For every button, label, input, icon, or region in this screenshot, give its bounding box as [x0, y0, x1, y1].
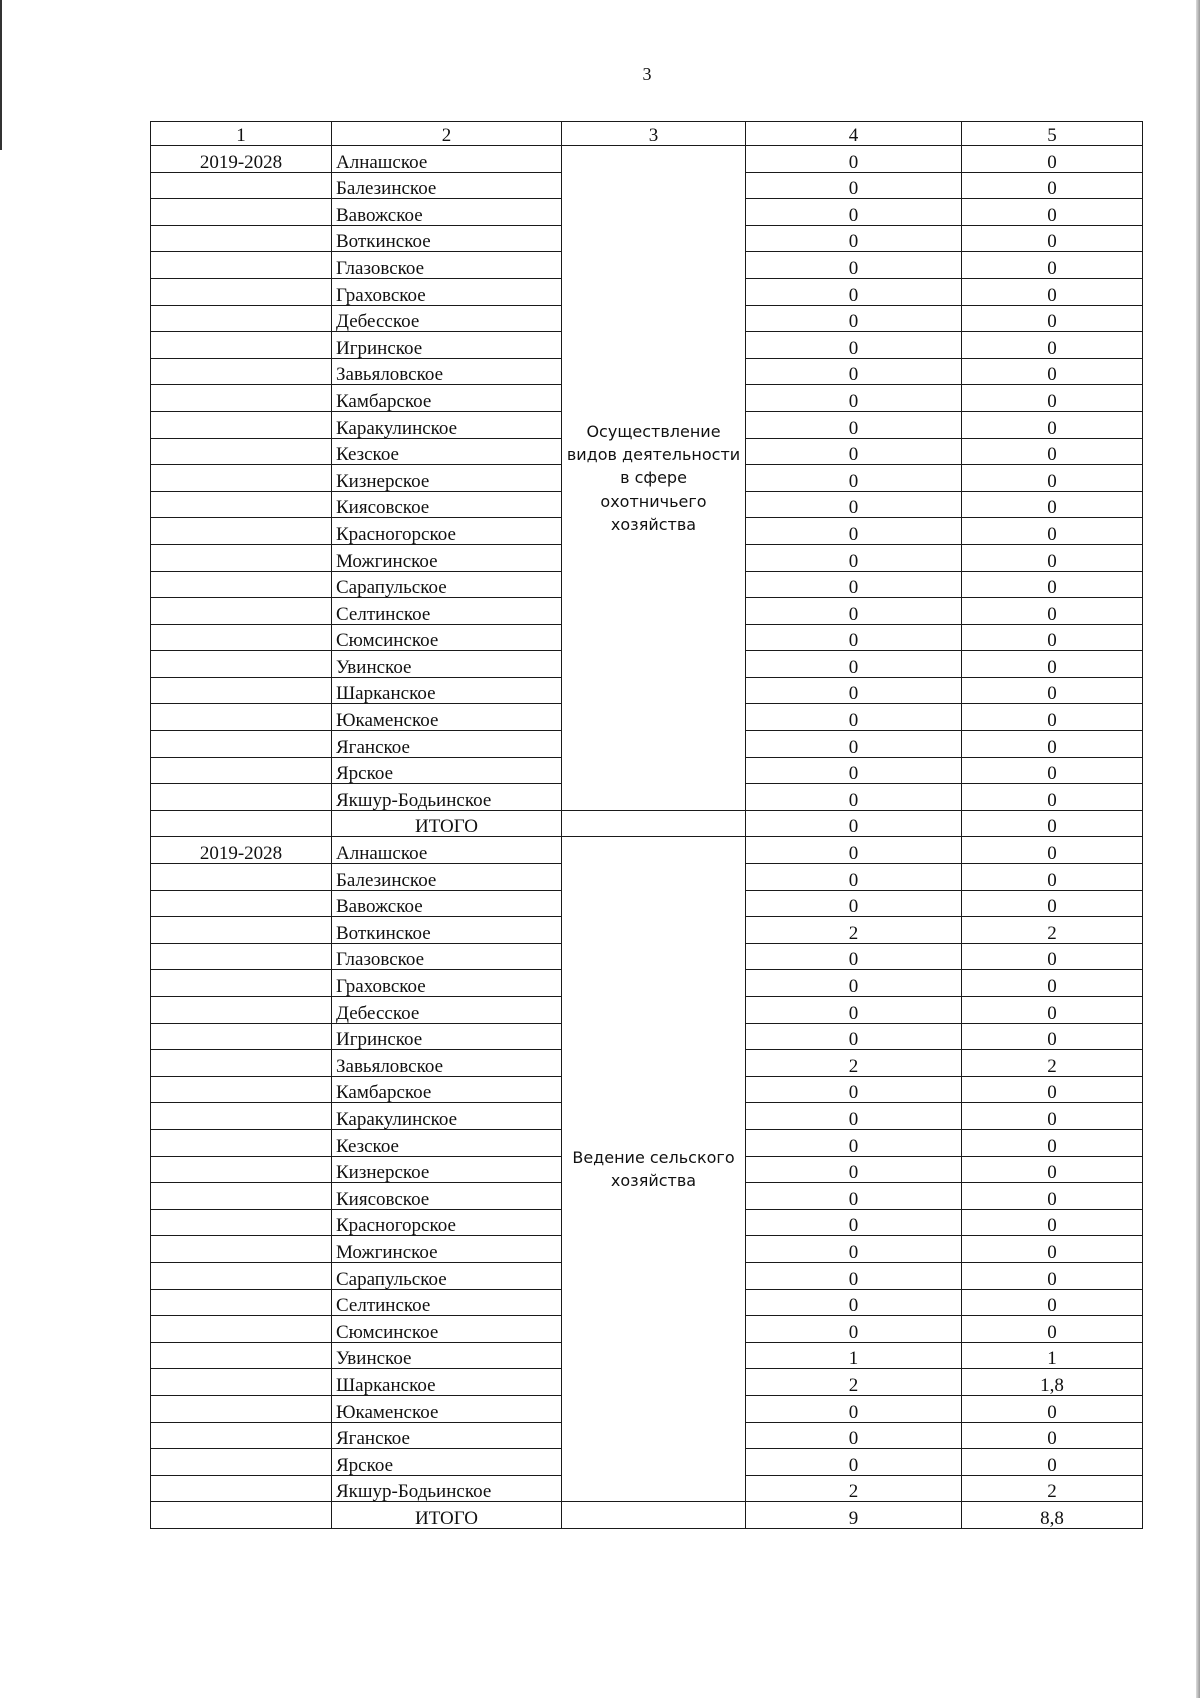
value-cell-col4: 0 [746, 358, 962, 385]
value-cell-col5: 0 [962, 970, 1143, 997]
empty-period-cell [151, 1236, 332, 1263]
district-cell: Селтинское [332, 598, 562, 625]
district-cell: Завьяловское [332, 358, 562, 385]
period-cell: 2019-2028 [151, 146, 332, 173]
value-cell-col5: 2 [962, 1475, 1143, 1502]
value-cell-col5: 0 [962, 305, 1143, 332]
value-cell-col5: 0 [962, 1395, 1143, 1422]
value-cell-col4: 0 [746, 518, 962, 545]
value-cell-col4: 0 [746, 411, 962, 438]
empty-period-cell [151, 438, 332, 465]
district-cell: Воткинское [332, 225, 562, 252]
district-cell: Вавожское [332, 890, 562, 917]
value-cell-col4: 0 [746, 1183, 962, 1210]
empty-period-cell [151, 544, 332, 571]
empty-period-cell [151, 784, 332, 811]
value-cell-col4: 0 [746, 757, 962, 784]
value-cell-col4: 0 [746, 278, 962, 305]
empty-period-cell [151, 1129, 332, 1156]
total-row [151, 1502, 1143, 1529]
value-cell-col4: 0 [746, 1395, 962, 1422]
district-cell: Селтинское [332, 1289, 562, 1316]
table-body [151, 122, 1143, 1529]
empty-period-cell [151, 1262, 332, 1289]
value-cell-col5: 0 [962, 864, 1143, 891]
value-cell-col4: 0 [746, 1316, 962, 1343]
value-cell-col5: 2 [962, 917, 1143, 944]
empty-period-cell [151, 651, 332, 678]
value-cell-col5: 0 [962, 225, 1143, 252]
value-cell-col5: 0 [962, 1156, 1143, 1183]
value-cell-col4: 1 [746, 1342, 962, 1369]
value-cell-col5: 0 [962, 278, 1143, 305]
value-cell-col4: 0 [746, 172, 962, 199]
total-label-cell: ИТОГО [332, 1502, 562, 1529]
value-cell-col4: 0 [746, 598, 962, 625]
empty-activity-cell [562, 1502, 746, 1529]
value-cell-col4: 0 [746, 305, 962, 332]
value-cell-col4: 0 [746, 731, 962, 758]
empty-period-cell [151, 1449, 332, 1476]
district-cell: Глазовское [332, 252, 562, 279]
district-cell: Сарапульское [332, 1262, 562, 1289]
value-cell-col5: 0 [962, 1316, 1143, 1343]
district-cell: Алнашское [332, 837, 562, 864]
district-cell: Красногорское [332, 1209, 562, 1236]
value-cell-col4: 0 [746, 465, 962, 492]
value-cell-col5: 0 [962, 1023, 1143, 1050]
value-cell-col5: 0 [962, 757, 1143, 784]
empty-period-cell [151, 1156, 332, 1183]
district-cell: Каракулинское [332, 411, 562, 438]
empty-period-cell [151, 465, 332, 492]
empty-period-cell [151, 757, 332, 784]
header-row [151, 122, 1143, 146]
district-cell: Шарканское [332, 677, 562, 704]
empty-period-cell [151, 305, 332, 332]
value-cell-col4: 0 [746, 199, 962, 226]
district-cell: Яганское [332, 731, 562, 758]
page-number: 3 [642, 64, 652, 84]
header-cell-2: 2 [332, 122, 562, 146]
value-cell-col5: 0 [962, 1209, 1143, 1236]
total-row [151, 810, 1143, 837]
empty-period-cell [151, 1183, 332, 1210]
empty-period-cell [151, 1023, 332, 1050]
district-cell: Сарапульское [332, 571, 562, 598]
district-cell: Граховское [332, 278, 562, 305]
value-cell-col4: 0 [746, 997, 962, 1024]
value-cell-col4: 2 [746, 1369, 962, 1396]
empty-period-cell [151, 571, 332, 598]
empty-period-cell [151, 518, 332, 545]
district-cell: Якшур-Бодьинское [332, 784, 562, 811]
empty-period-cell [151, 970, 332, 997]
empty-period-cell [151, 864, 332, 891]
value-cell-col4: 0 [746, 1129, 962, 1156]
empty-period-cell [151, 1076, 332, 1103]
value-cell-col5: 0 [962, 1236, 1143, 1263]
district-cell: Вавожское [332, 199, 562, 226]
empty-period-cell [151, 332, 332, 359]
value-cell-col4: 2 [746, 1475, 962, 1502]
header-cell-4: 4 [746, 122, 962, 146]
value-cell-col5: 0 [962, 943, 1143, 970]
value-cell-col5: 0 [962, 172, 1143, 199]
empty-period-cell [151, 358, 332, 385]
value-cell-col5: 2 [962, 1050, 1143, 1077]
value-cell-col5: 0 [962, 1183, 1143, 1210]
district-cell: Алнашское [332, 146, 562, 173]
empty-period-cell [151, 1395, 332, 1422]
district-cell: Камбарское [332, 1076, 562, 1103]
district-cell: Киясовское [332, 491, 562, 518]
district-cell: Воткинское [332, 917, 562, 944]
total-value-col4: 9 [746, 1502, 962, 1529]
district-cell: Можгинское [332, 544, 562, 571]
value-cell-col4: 0 [746, 651, 962, 678]
value-cell-col5: 0 [962, 1076, 1143, 1103]
district-cell: Ярское [332, 1449, 562, 1476]
empty-period-cell [151, 624, 332, 651]
value-cell-col4: 0 [746, 1209, 962, 1236]
value-cell-col4: 0 [746, 943, 962, 970]
total-value-col4: 0 [746, 810, 962, 837]
district-cell: Завьяловское [332, 1050, 562, 1077]
empty-period-cell [151, 278, 332, 305]
value-cell-col4: 0 [746, 1076, 962, 1103]
value-cell-col4: 0 [746, 146, 962, 173]
value-cell-col5: 0 [962, 358, 1143, 385]
district-cell: Красногорское [332, 518, 562, 545]
total-label-cell: ИТОГО [332, 810, 562, 837]
data-table [150, 121, 1143, 1529]
empty-period-cell [151, 598, 332, 625]
value-cell-col4: 0 [746, 225, 962, 252]
empty-period-cell [151, 1103, 332, 1130]
value-cell-col5: 0 [962, 1422, 1143, 1449]
district-cell: Увинское [332, 651, 562, 678]
value-cell-col5: 0 [962, 598, 1143, 625]
empty-period-cell [151, 1475, 332, 1502]
value-cell-col4: 0 [746, 1422, 962, 1449]
value-cell-col4: 0 [746, 677, 962, 704]
total-value-col5: 0 [962, 810, 1143, 837]
district-cell: Кизнерское [332, 1156, 562, 1183]
district-cell: Кезское [332, 1129, 562, 1156]
value-cell-col5: 0 [962, 1262, 1143, 1289]
activity-cell: Ведение сельского хозяйства [562, 837, 746, 1502]
value-cell-col5: 0 [962, 731, 1143, 758]
value-cell-col5: 0 [962, 1103, 1143, 1130]
empty-period-cell [151, 385, 332, 412]
value-cell-col4: 0 [746, 1262, 962, 1289]
value-cell-col5: 0 [962, 1449, 1143, 1476]
empty-period-cell [151, 1316, 332, 1343]
district-cell: Дебесское [332, 305, 562, 332]
value-cell-col5: 0 [962, 651, 1143, 678]
value-cell-col4: 0 [746, 332, 962, 359]
district-cell: Сюмсинское [332, 1316, 562, 1343]
empty-period-cell [151, 1050, 332, 1077]
value-cell-col4: 0 [746, 571, 962, 598]
district-cell: Шарканское [332, 1369, 562, 1396]
value-cell-col5: 0 [962, 677, 1143, 704]
value-cell-col4: 0 [746, 864, 962, 891]
value-cell-col4: 0 [746, 784, 962, 811]
value-cell-col4: 0 [746, 1156, 962, 1183]
district-cell: Камбарское [332, 385, 562, 412]
district-cell: Киясовское [332, 1183, 562, 1210]
empty-period-cell [151, 199, 332, 226]
value-cell-col5: 0 [962, 438, 1143, 465]
value-cell-col4: 0 [746, 1449, 962, 1476]
district-cell: Якшур-Бодьинское [332, 1475, 562, 1502]
empty-period-cell [151, 491, 332, 518]
district-cell: Увинское [332, 1342, 562, 1369]
district-cell: Граховское [332, 970, 562, 997]
district-cell: Яганское [332, 1422, 562, 1449]
district-cell: Кезское [332, 438, 562, 465]
value-cell-col4: 0 [746, 1023, 962, 1050]
empty-period-cell [151, 943, 332, 970]
empty-period-cell [151, 1209, 332, 1236]
value-cell-col5: 0 [962, 411, 1143, 438]
value-cell-col5: 0 [962, 997, 1143, 1024]
value-cell-col5: 0 [962, 837, 1143, 864]
district-cell: Юкаменское [332, 1395, 562, 1422]
value-cell-col4: 0 [746, 624, 962, 651]
district-cell: Каракулинское [332, 1103, 562, 1130]
value-cell-col5: 1 [962, 1342, 1143, 1369]
value-cell-col4: 0 [746, 1236, 962, 1263]
empty-period-cell [151, 704, 332, 731]
empty-period-cell [151, 1289, 332, 1316]
value-cell-col5: 0 [962, 491, 1143, 518]
value-cell-col5: 0 [962, 465, 1143, 492]
header-cell-5: 5 [962, 122, 1143, 146]
value-cell-col4: 0 [746, 544, 962, 571]
district-cell: Балезинское [332, 172, 562, 199]
value-cell-col5: 0 [962, 199, 1143, 226]
value-cell-col5: 0 [962, 571, 1143, 598]
value-cell-col5: 0 [962, 784, 1143, 811]
value-cell-col5: 0 [962, 385, 1143, 412]
empty-period-cell [151, 731, 332, 758]
value-cell-col4: 0 [746, 385, 962, 412]
header-cell-3: 3 [562, 122, 746, 146]
value-cell-col5: 0 [962, 1289, 1143, 1316]
value-cell-col4: 0 [746, 491, 962, 518]
value-cell-col4: 0 [746, 704, 962, 731]
district-cell: Игринское [332, 332, 562, 359]
empty-period-cell [151, 411, 332, 438]
empty-period-cell [151, 810, 332, 837]
value-cell-col5: 0 [962, 704, 1143, 731]
value-cell-col5: 0 [962, 332, 1143, 359]
value-cell-col4: 0 [746, 837, 962, 864]
scan-edge-right [1196, 0, 1200, 1698]
value-cell-col4: 0 [746, 1289, 962, 1316]
total-value-col5: 8,8 [962, 1502, 1143, 1529]
value-cell-col5: 0 [962, 544, 1143, 571]
value-cell-col4: 0 [746, 252, 962, 279]
value-cell-col5: 0 [962, 518, 1143, 545]
district-cell: Юкаменское [332, 704, 562, 731]
value-cell-col4: 0 [746, 890, 962, 917]
empty-period-cell [151, 1342, 332, 1369]
empty-period-cell [151, 1369, 332, 1396]
district-cell: Сюмсинское [332, 624, 562, 651]
header-cell-1: 1 [151, 122, 332, 146]
district-cell: Игринское [332, 1023, 562, 1050]
district-cell: Кизнерское [332, 465, 562, 492]
value-cell-col5: 0 [962, 146, 1143, 173]
value-cell-col5: 0 [962, 624, 1143, 651]
empty-period-cell [151, 890, 332, 917]
district-cell: Можгинское [332, 1236, 562, 1263]
empty-period-cell [151, 997, 332, 1024]
value-cell-col4: 0 [746, 970, 962, 997]
empty-period-cell [151, 225, 332, 252]
empty-period-cell [151, 252, 332, 279]
district-cell: Глазовское [332, 943, 562, 970]
value-cell-col4: 0 [746, 1103, 962, 1130]
value-cell-col5: 0 [962, 890, 1143, 917]
table-row [151, 146, 1143, 173]
empty-period-cell [151, 172, 332, 199]
period-cell: 2019-2028 [151, 837, 332, 864]
activity-cell: Осуществление видов деятельности в сфере охотничьего хозяйства [562, 146, 746, 811]
value-cell-col4: 2 [746, 1050, 962, 1077]
value-cell-col5: 1,8 [962, 1369, 1143, 1396]
value-cell-col5: 0 [962, 252, 1143, 279]
table-row [151, 837, 1143, 864]
value-cell-col4: 0 [746, 438, 962, 465]
district-cell: Балезинское [332, 864, 562, 891]
empty-period-cell [151, 917, 332, 944]
empty-period-cell [151, 677, 332, 704]
value-cell-col4: 2 [746, 917, 962, 944]
empty-period-cell [151, 1502, 332, 1529]
value-cell-col5: 0 [962, 1129, 1143, 1156]
district-cell: Ярское [332, 757, 562, 784]
empty-period-cell [151, 1422, 332, 1449]
district-cell: Дебесское [332, 997, 562, 1024]
empty-activity-cell [562, 810, 746, 837]
